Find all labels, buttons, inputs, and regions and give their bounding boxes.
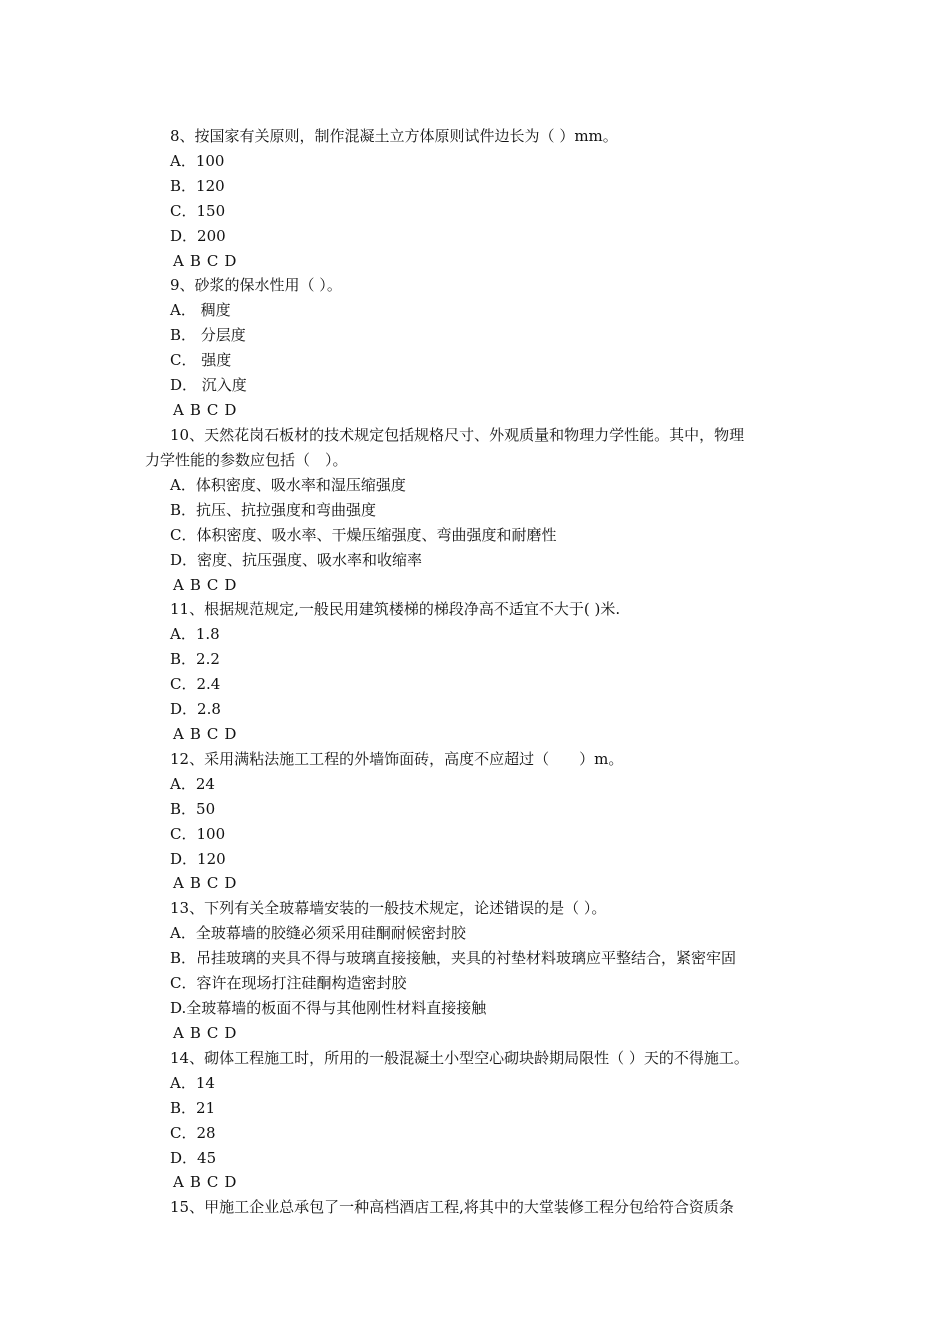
question-11-option-c: C．2.4 <box>170 675 221 693</box>
question-10-option-a: A．体积密度、吸水率和湿压缩强度 <box>170 476 406 494</box>
question-13-answer-row <box>173 1024 242 1042</box>
answer-choice-c: C <box>206 725 219 743</box>
question-14-option-d: D．45 <box>170 1149 217 1167</box>
question-14-option-c: C．28 <box>170 1124 216 1142</box>
answer-choice-b: B <box>189 1024 201 1042</box>
question-10-option-b: B．抗压、抗拉强度和弯曲强度 <box>170 501 377 519</box>
question-12-option-d: D．120 <box>170 850 226 868</box>
question-8-text: 8、按国家有关原则，制作混凝土立方体原则试件边长为（ ）mm。 <box>170 127 618 145</box>
question-10-option-c: C．体积密度、吸水率、干燥压缩强度、弯曲强度和耐磨性 <box>170 526 557 544</box>
question-14-option-a: A．14 <box>170 1074 215 1092</box>
answer-choice-d: D <box>224 401 237 419</box>
question-14-answer-row <box>173 1173 242 1191</box>
answer-choice-b: B <box>189 1173 201 1191</box>
answer-choice-c: C <box>206 1024 219 1042</box>
answer-choice-c: C <box>206 1173 219 1191</box>
question-9-text: 9、砂浆的保水性用（ ）。 <box>170 276 342 294</box>
question-8-option-b: B．120 <box>170 177 225 195</box>
question-12-answer-row <box>173 874 242 892</box>
question-13-option-b: B．吊挂玻璃的夹具不得与玻璃直接接触，夹具的衬垫材料玻璃应平整结合，紧密牢固 <box>170 949 737 967</box>
answer-choice-d: D <box>224 1173 237 1191</box>
question-12-option-c: C．100 <box>170 825 226 843</box>
answer-choice-a: A <box>173 874 184 892</box>
answer-choice-a: A <box>173 1024 184 1042</box>
answer-choice-d: D <box>224 874 237 892</box>
question-12-option-b: B．50 <box>170 800 216 818</box>
question-8-option-a: A．100 <box>170 152 225 170</box>
answer-choice-b: B <box>189 874 201 892</box>
question-15-text: 15、甲施工企业总承包了一种高档酒店工程,将其中的大堂装修工程分包给符合资质条 <box>170 1198 734 1216</box>
question-9-option-c: C． 强度 <box>170 351 232 369</box>
question-13-option-a: A．全玻幕墙的胶缝必须采用硅酮耐候密封胶 <box>170 924 466 942</box>
question-13-text: 13、下列有关全玻幕墙安装的一般技术规定，论述错误的是（ ）。 <box>170 899 607 917</box>
answer-choice-c: C <box>206 576 219 594</box>
question-10-text: 10、天然花岗石板材的技术规定包括规格尺寸、外观质量和物理力学性能。其中，物理 <box>170 426 745 444</box>
answer-choice-c: C <box>206 874 219 892</box>
question-10-option-d: D．密度、抗压强度、吸水率和收缩率 <box>170 551 423 569</box>
answer-choice-a: A <box>173 252 184 270</box>
answer-choice-c: C <box>206 401 219 419</box>
answer-choice-d: D <box>224 1024 237 1042</box>
question-14-option-b: B．21 <box>170 1099 216 1117</box>
question-12-text: 12、采用满粘法施工工程的外墙饰面砖，高度不应超过（ ）m。 <box>170 750 624 768</box>
answer-choice-c: C <box>206 252 219 270</box>
answer-choice-b: B <box>189 725 201 743</box>
question-13-option-c: C．容许在现场打注硅酮构造密封胶 <box>170 974 407 992</box>
answer-choice-d: D <box>224 252 237 270</box>
question-8-answer-row <box>173 252 242 270</box>
question-10-answer-row <box>173 576 242 594</box>
answer-choice-a: A <box>173 576 184 594</box>
question-11-option-d: D．2.8 <box>170 700 221 718</box>
answer-choice-b: B <box>189 252 201 270</box>
question-13-option-d: D.全玻幕墙的板面不得与其他刚性材料直接接触 <box>170 999 487 1017</box>
question-10-text-cont: 力学性能的参数应包括（ ）。 <box>145 451 348 469</box>
answer-choice-a: A <box>173 1173 184 1191</box>
question-9-answer-row <box>173 401 242 419</box>
answer-choice-d: D <box>224 725 237 743</box>
answer-choice-a: A <box>173 725 184 743</box>
question-11-answer-row <box>173 725 242 743</box>
question-9-option-d: D． 沉入度 <box>170 376 247 394</box>
question-12-option-a: A．24 <box>170 775 215 793</box>
question-11-option-b: B．2.2 <box>170 650 220 668</box>
answer-choice-a: A <box>173 401 184 419</box>
question-11-text: 11、根据规范规定,一般民用建筑楼梯的梯段净高不适宜不大于( )米. <box>170 600 621 618</box>
question-14-text: 14、砌体工程施工时，所用的一般混凝土小型空心砌块龄期局限性（ ）天的不得施工。 <box>170 1049 749 1067</box>
question-8-option-c: C．150 <box>170 202 226 220</box>
question-9-option-b: B． 分层度 <box>170 326 246 344</box>
answer-choice-b: B <box>189 401 201 419</box>
answer-choice-b: B <box>189 576 201 594</box>
question-11-option-a: A．1.8 <box>170 625 220 643</box>
question-9-option-a: A． 稠度 <box>170 301 231 319</box>
question-8-option-d: D．200 <box>170 227 226 245</box>
answer-choice-d: D <box>224 576 237 594</box>
